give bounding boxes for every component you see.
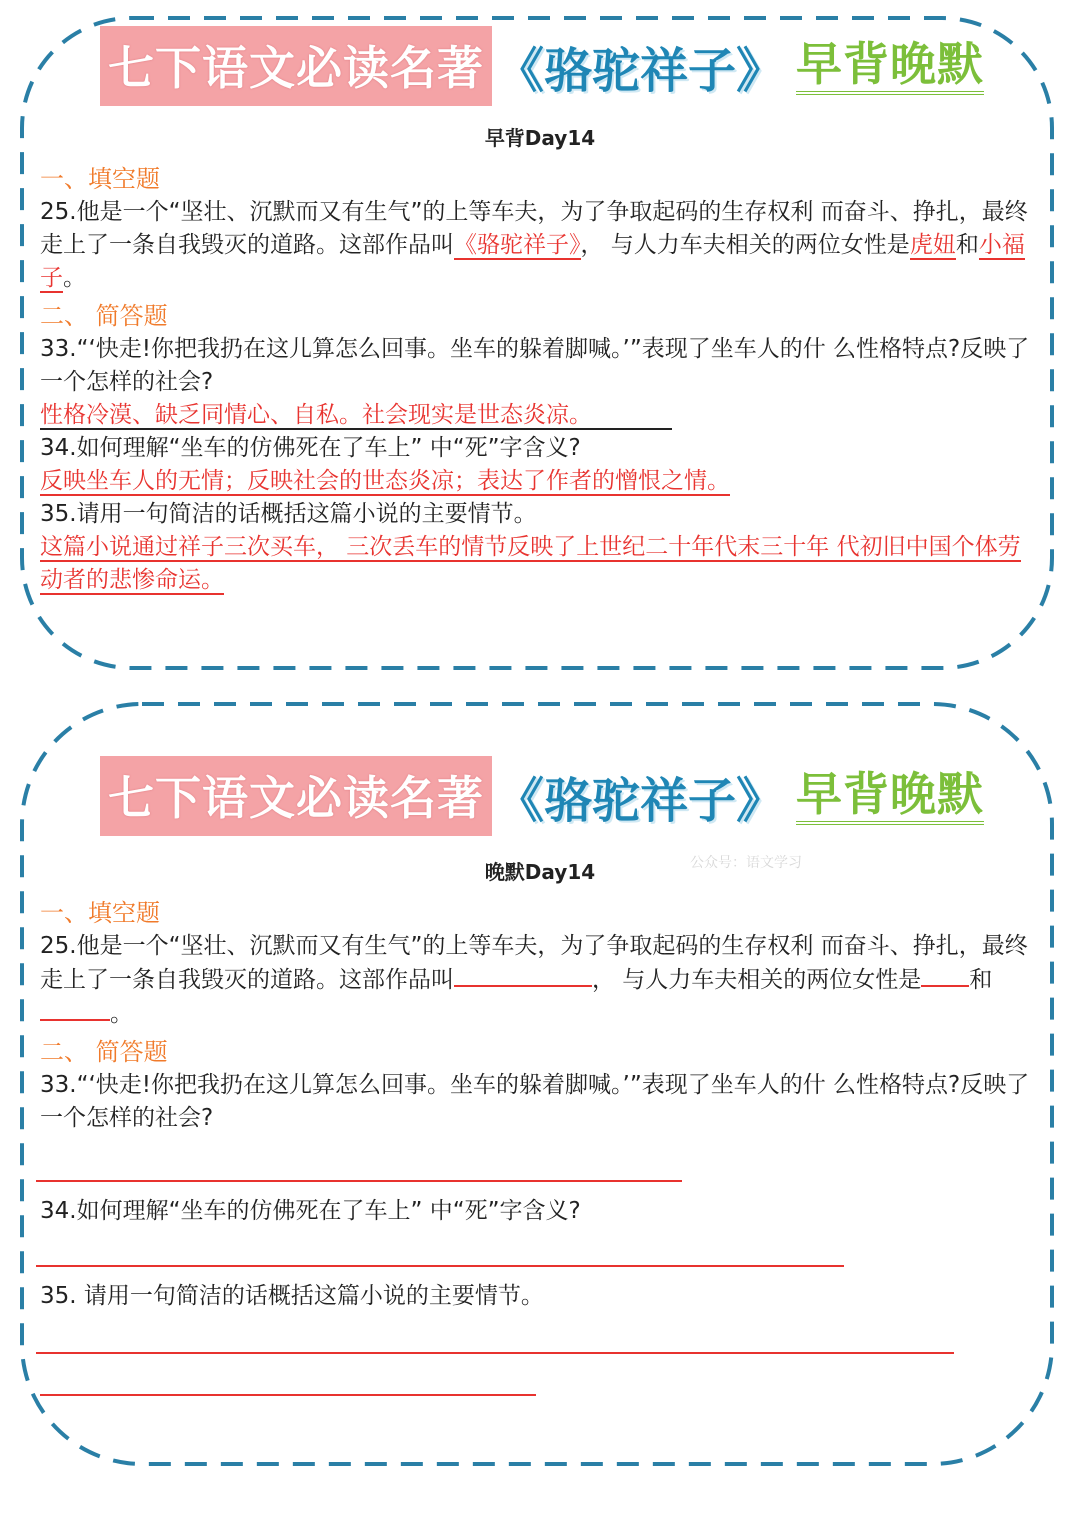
morning-card — [0, 0, 1080, 690]
question-25: 25.他是一个“坚壮、沉默而又有生气”的上等车夫，为了争取起码的生存权利 而奋斗、挣扎，最终走上了一条自我毁灭的道路。这部作品叫《骆驼祥子》， 与人力车夫相关的两位女性是虎妞和小福子。 — [40, 199, 1028, 291]
blank-woman-1[interactable] — [921, 963, 969, 987]
title-book-name: 《骆驼祥子》 — [496, 772, 785, 829]
evening-content — [40, 896, 1032, 1135]
answer-xiaofuzi: 小福子 — [40, 232, 1025, 291]
question-35-wrap — [40, 1280, 1032, 1313]
title-part1: 七下语文必读名著 — [100, 756, 492, 836]
answer-line-35-b[interactable] — [40, 1394, 536, 1396]
question-34: 34.如何理解“坐车的仿佛死在了车上” 中“死”字含义? — [40, 435, 581, 461]
title-book-name: 《骆驼祥子》 — [496, 42, 785, 99]
page-title — [100, 26, 984, 106]
answer-book-title: 《骆驼祥子》 — [454, 232, 581, 258]
answer-huniu: 虎妞 — [909, 232, 956, 258]
title-part3: 早背晚默 — [796, 767, 984, 825]
watermark: 公众号：语文学习 — [690, 855, 802, 871]
day-label: 早背Day14 — [484, 126, 596, 150]
answer-34: 反映坐车人的无情；反映社会的世态炎凉；表达了作者的憎恨之情。 — [40, 468, 730, 494]
question-25: 25.他是一个“坚壮、沉默而又有生气”的上等车夫，为了争取起码的生存权利 而奋斗、挣扎，最终走上了一条自我毁灭的道路。这部作品叫 ， 与人力车夫相关的两位女性是 和。 — [40, 933, 1028, 1027]
answer-35: 这篇小说通过祥子三次买车， 三次丢车的情节反映了上世纪二十年代末三十年 代初旧中国个体劳动者的悲惨命运。 — [40, 534, 1021, 593]
page-title — [100, 756, 984, 836]
title-part3: 早背晚默 — [796, 37, 984, 95]
answer-33: 性格冷漠、缺乏同情心、自私。社会现实是世态炎凉。 — [40, 399, 1032, 432]
section-fill-blank: 一、填空题 — [40, 899, 160, 927]
question-35: 35. 请用一句简洁的话概括这篇小说的主要情节。 — [40, 1283, 544, 1309]
question-33: 33.“‘快走!你把我扔在这儿算怎么回事。坐车的躲着脚喊。’”表现了坐车人的什 么性格特点?反映了一个怎样的社会? — [40, 336, 1030, 395]
evening-card — [0, 690, 1080, 1480]
day-label: 晚默Day14 — [484, 860, 596, 884]
question-34: 34.如何理解“坐车的仿佛死在了车上” 中“死”字含义? — [40, 1198, 581, 1224]
section-fill-blank: 一、填空题 — [40, 165, 160, 193]
question-35: 35.请用一句简洁的话概括这篇小说的主要情节。 — [40, 501, 537, 527]
answer-line-34[interactable] — [36, 1265, 844, 1267]
question-33: 33.“‘快走!你把我扔在这儿算怎么回事。坐车的躲着脚喊。’”表现了坐车人的什 么性格特点?反映了一个怎样的社会? — [40, 1072, 1030, 1131]
title-part1: 七下语文必读名著 — [100, 26, 492, 106]
answer-line-35-a[interactable] — [36, 1352, 954, 1354]
blank-woman-2[interactable] — [40, 997, 110, 1021]
section-short-answer: 二、 简答题 — [40, 302, 168, 330]
question-34-wrap — [40, 1195, 1032, 1228]
section-short-answer: 二、 简答题 — [40, 1038, 168, 1066]
answer-line-33[interactable] — [36, 1180, 682, 1182]
morning-content — [40, 162, 1032, 597]
blank-book-title[interactable] — [454, 963, 592, 987]
